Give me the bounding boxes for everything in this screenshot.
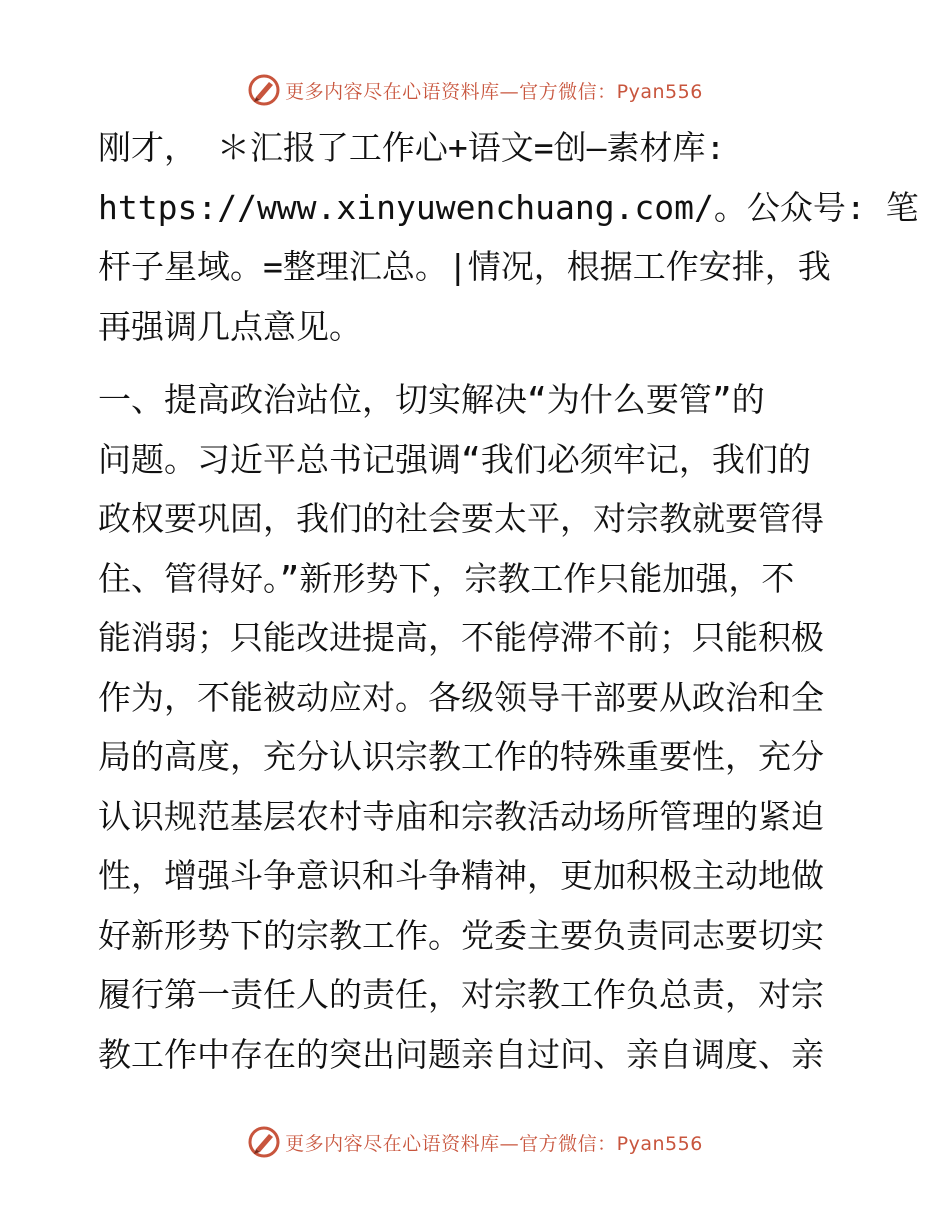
pen-logo-icon [247,1125,281,1159]
text-line: 作为，不能被动应对。各级领导干部要从政治和全 [98,677,824,717]
text-line: 杆子星域。=整理汇总。|情况，根据工作安排，我 [98,247,831,286]
text-line: 政权要巩固，我们的社会要太平，对宗教就要管得 [98,499,824,538]
text-line: 住、管得好。”新形势下，宗教工作只能加强，不 [98,558,795,598]
document-body [98,118,919,1084]
text-line: 性，增强斗争意识和斗争精神，更加积极主动地做 [98,856,824,895]
paragraph-intro [98,118,919,356]
footer-watermark-banner [0,1122,950,1162]
text-line: 问题。习近平总书记强调“我们必须牢记，我们的 [98,439,811,479]
pen-logo-icon [247,73,281,107]
header-banner-text: 更多内容尽在心语资料库—官方微信：Pyan556 [285,80,703,103]
text-line: 好新形势下的宗教工作。党委主要负责同志要切实 [98,915,824,955]
text-line: 认识规范基层农村寺庙和宗教活动场所管理的紧迫 [98,796,824,836]
header-watermark-banner [0,70,950,110]
text-line: 能消弱；只能改进提高，不能停滞不前；只能积极 [98,618,824,657]
text-line: https://www.xinyuwenchuang.com/。公众号: 笔 [98,187,919,227]
text-line: 再强调几点意见。 [98,306,362,346]
text-line: 刚才， ＊汇报了工作心+语文=创—素材库: [98,128,726,167]
footer-banner-text: 更多内容尽在心语资料库—官方微信：Pyan556 [285,1132,703,1155]
paragraph-section-one [98,370,858,1084]
text-line: 教工作中存在的突出问题亲自过问、亲自调度、亲 [98,1034,824,1074]
text-line: 一、提高政治站位，切实解决“为什么要管”的 [98,380,765,419]
text-line: 局的高度，充分认识宗教工作的特殊重要性，充分 [98,737,824,776]
text-line: 履行第一责任人的责任，对宗教工作负总责，对宗 [98,975,824,1014]
